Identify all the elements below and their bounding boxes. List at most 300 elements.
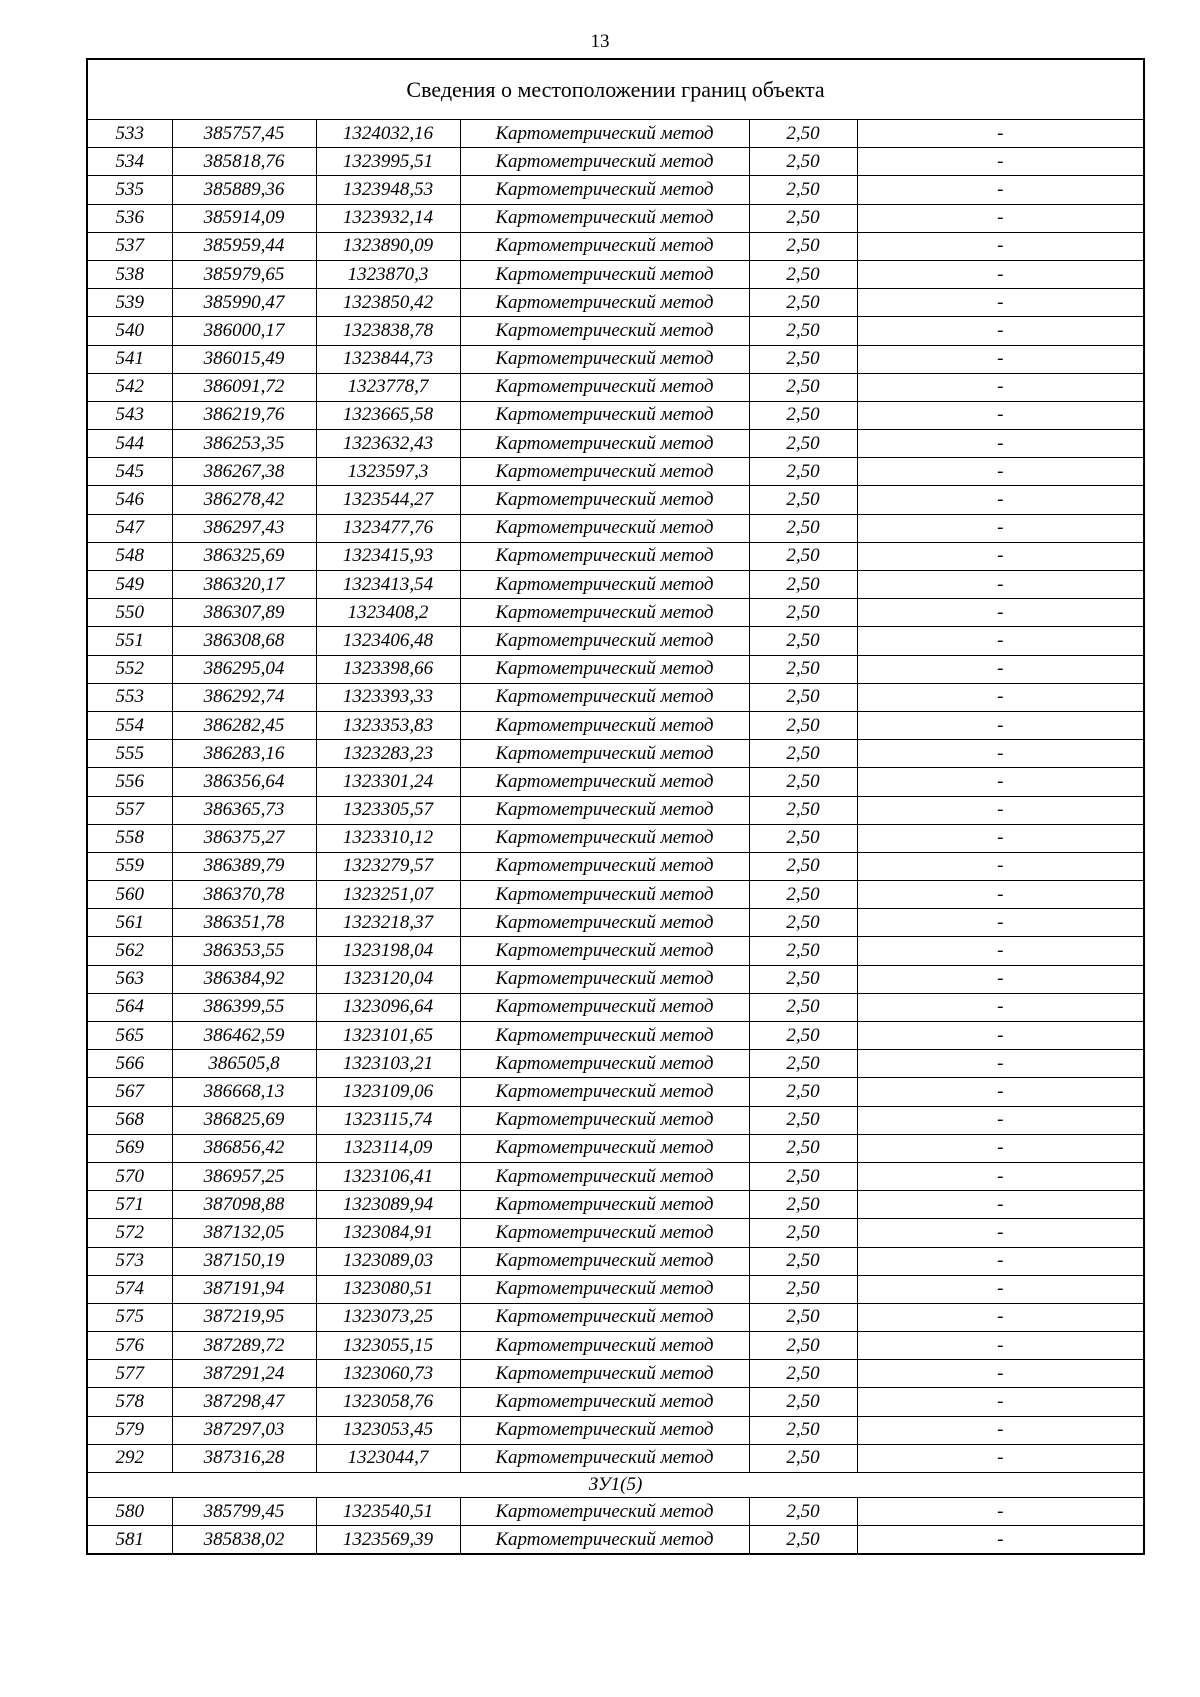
point-number-cell: 562 bbox=[87, 937, 172, 965]
table-row bbox=[87, 965, 1144, 993]
x-coordinate-cell: 386282,45 bbox=[172, 711, 316, 739]
description-cell: - bbox=[857, 599, 1144, 627]
y-coordinate-cell: 1323398,66 bbox=[316, 655, 460, 683]
description-cell: - bbox=[857, 486, 1144, 514]
table-row bbox=[87, 937, 1144, 965]
point-number-cell: 534 bbox=[87, 148, 172, 176]
x-coordinate-cell: 385757,45 bbox=[172, 120, 316, 148]
page-number: 13 bbox=[590, 31, 610, 52]
description-cell: - bbox=[857, 430, 1144, 458]
table-row bbox=[87, 768, 1144, 796]
x-coordinate-cell: 385889,36 bbox=[172, 176, 316, 204]
method-cell: Картометрический метод bbox=[460, 993, 749, 1021]
y-coordinate-cell: 1323198,04 bbox=[316, 937, 460, 965]
point-number-cell: 547 bbox=[87, 514, 172, 542]
accuracy-cell: 2,50 bbox=[749, 1388, 857, 1416]
y-coordinate-cell: 1323850,42 bbox=[316, 289, 460, 317]
accuracy-cell: 2,50 bbox=[749, 1416, 857, 1444]
method-cell: Картометрический метод bbox=[460, 683, 749, 711]
description-cell: - bbox=[857, 1360, 1144, 1388]
accuracy-cell: 2,50 bbox=[749, 740, 857, 768]
x-coordinate-cell: 387316,28 bbox=[172, 1444, 316, 1472]
point-number-cell: 544 bbox=[87, 430, 172, 458]
table-row bbox=[87, 993, 1144, 1021]
y-coordinate-cell: 1323058,76 bbox=[316, 1388, 460, 1416]
point-number-cell: 572 bbox=[87, 1219, 172, 1247]
accuracy-cell: 2,50 bbox=[749, 599, 857, 627]
y-coordinate-cell: 1323096,64 bbox=[316, 993, 460, 1021]
point-number-cell: 543 bbox=[87, 401, 172, 429]
x-coordinate-cell: 386384,92 bbox=[172, 965, 316, 993]
x-coordinate-cell: 386091,72 bbox=[172, 373, 316, 401]
method-cell: Картометрический метод bbox=[460, 1078, 749, 1106]
table-row bbox=[87, 852, 1144, 880]
table-row bbox=[87, 571, 1144, 599]
table-row bbox=[87, 627, 1144, 655]
table-row bbox=[87, 232, 1144, 260]
point-number-cell: 545 bbox=[87, 458, 172, 486]
accuracy-cell: 2,50 bbox=[749, 289, 857, 317]
table-row bbox=[87, 1526, 1144, 1555]
description-cell: - bbox=[857, 711, 1144, 739]
table-row bbox=[87, 909, 1144, 937]
x-coordinate-cell: 386292,74 bbox=[172, 683, 316, 711]
accuracy-cell: 2,50 bbox=[749, 824, 857, 852]
description-cell: - bbox=[857, 1444, 1144, 1472]
x-coordinate-cell: 386219,76 bbox=[172, 401, 316, 429]
method-cell: Картометрический метод bbox=[460, 1360, 749, 1388]
description-cell: - bbox=[857, 1078, 1144, 1106]
method-cell: Картометрический метод bbox=[460, 1106, 749, 1134]
x-coordinate-cell: 387150,19 bbox=[172, 1247, 316, 1275]
description-cell: - bbox=[857, 1219, 1144, 1247]
method-cell: Картометрический метод bbox=[460, 120, 749, 148]
x-coordinate-cell: 386356,64 bbox=[172, 768, 316, 796]
method-cell: Картометрический метод bbox=[460, 768, 749, 796]
point-number-cell: 560 bbox=[87, 881, 172, 909]
table-row bbox=[87, 1332, 1144, 1360]
table-row bbox=[87, 1022, 1144, 1050]
section-header-row bbox=[87, 1473, 1144, 1498]
x-coordinate-cell: 385959,44 bbox=[172, 232, 316, 260]
accuracy-cell: 2,50 bbox=[749, 401, 857, 429]
method-cell: Картометрический метод bbox=[460, 655, 749, 683]
method-cell: Картометрический метод bbox=[460, 401, 749, 429]
point-number-cell: 537 bbox=[87, 232, 172, 260]
y-coordinate-cell: 1323415,93 bbox=[316, 542, 460, 570]
point-number-cell: 559 bbox=[87, 852, 172, 880]
x-coordinate-cell: 386283,16 bbox=[172, 740, 316, 768]
method-cell: Картометрический метод bbox=[460, 796, 749, 824]
description-cell: - bbox=[857, 627, 1144, 655]
x-coordinate-cell: 386668,13 bbox=[172, 1078, 316, 1106]
y-coordinate-cell: 1323109,06 bbox=[316, 1078, 460, 1106]
table-row bbox=[87, 1303, 1144, 1331]
description-cell: - bbox=[857, 1416, 1144, 1444]
y-coordinate-cell: 1323251,07 bbox=[316, 881, 460, 909]
x-coordinate-cell: 385990,47 bbox=[172, 289, 316, 317]
method-cell: Картометрический метод bbox=[460, 740, 749, 768]
y-coordinate-cell: 1323544,27 bbox=[316, 486, 460, 514]
x-coordinate-cell: 386267,38 bbox=[172, 458, 316, 486]
method-cell: Картометрический метод bbox=[460, 1134, 749, 1162]
method-cell: Картометрический метод bbox=[460, 514, 749, 542]
point-number-cell: 538 bbox=[87, 260, 172, 288]
x-coordinate-cell: 386856,42 bbox=[172, 1134, 316, 1162]
x-coordinate-cell: 385914,09 bbox=[172, 204, 316, 232]
method-cell: Картометрический метод bbox=[460, 317, 749, 345]
accuracy-cell: 2,50 bbox=[749, 1078, 857, 1106]
description-cell: - bbox=[857, 1275, 1144, 1303]
description-cell: - bbox=[857, 1498, 1144, 1526]
y-coordinate-cell: 1323310,12 bbox=[316, 824, 460, 852]
table-row bbox=[87, 430, 1144, 458]
table-row bbox=[87, 345, 1144, 373]
point-number-cell: 541 bbox=[87, 345, 172, 373]
accuracy-cell: 2,50 bbox=[749, 937, 857, 965]
accuracy-cell: 2,50 bbox=[749, 881, 857, 909]
method-cell: Картометрический метод bbox=[460, 1247, 749, 1275]
y-coordinate-cell: 1323060,73 bbox=[316, 1360, 460, 1388]
x-coordinate-cell: 386308,68 bbox=[172, 627, 316, 655]
y-coordinate-cell: 1323597,3 bbox=[316, 458, 460, 486]
x-coordinate-cell: 386399,55 bbox=[172, 993, 316, 1021]
accuracy-cell: 2,50 bbox=[749, 148, 857, 176]
y-coordinate-cell: 1323106,41 bbox=[316, 1162, 460, 1190]
method-cell: Картометрический метод bbox=[460, 1191, 749, 1219]
table-row bbox=[87, 1247, 1144, 1275]
table-row bbox=[87, 1191, 1144, 1219]
point-number-cell: 579 bbox=[87, 1416, 172, 1444]
method-cell: Картометрический метод bbox=[460, 937, 749, 965]
accuracy-cell: 2,50 bbox=[749, 514, 857, 542]
y-coordinate-cell: 1323477,76 bbox=[316, 514, 460, 542]
accuracy-cell: 2,50 bbox=[749, 1332, 857, 1360]
table-title: Сведения о местоположении границ объекта bbox=[87, 59, 1144, 120]
description-cell: - bbox=[857, 148, 1144, 176]
method-cell: Картометрический метод bbox=[460, 1050, 749, 1078]
y-coordinate-cell: 1323838,78 bbox=[316, 317, 460, 345]
y-coordinate-cell: 1323778,7 bbox=[316, 373, 460, 401]
method-cell: Картометрический метод bbox=[460, 1388, 749, 1416]
table-row bbox=[87, 373, 1144, 401]
method-cell: Картометрический метод bbox=[460, 1162, 749, 1190]
accuracy-cell: 2,50 bbox=[749, 768, 857, 796]
method-cell: Картометрический метод bbox=[460, 1526, 749, 1555]
point-number-cell: 292 bbox=[87, 1444, 172, 1472]
table-row bbox=[87, 740, 1144, 768]
accuracy-cell: 2,50 bbox=[749, 571, 857, 599]
method-cell: Картометрический метод bbox=[460, 965, 749, 993]
table-row bbox=[87, 1360, 1144, 1388]
x-coordinate-cell: 387297,03 bbox=[172, 1416, 316, 1444]
description-cell: - bbox=[857, 1247, 1144, 1275]
y-coordinate-cell: 1323569,39 bbox=[316, 1526, 460, 1555]
point-number-cell: 533 bbox=[87, 120, 172, 148]
description-cell: - bbox=[857, 824, 1144, 852]
accuracy-cell: 2,50 bbox=[749, 965, 857, 993]
point-number-cell: 567 bbox=[87, 1078, 172, 1106]
x-coordinate-cell: 386320,17 bbox=[172, 571, 316, 599]
method-cell: Картометрический метод bbox=[460, 599, 749, 627]
x-coordinate-cell: 386957,25 bbox=[172, 1162, 316, 1190]
description-cell: - bbox=[857, 796, 1144, 824]
x-coordinate-cell: 386325,69 bbox=[172, 542, 316, 570]
table-row bbox=[87, 1498, 1144, 1526]
point-number-cell: 563 bbox=[87, 965, 172, 993]
table-row bbox=[87, 881, 1144, 909]
accuracy-cell: 2,50 bbox=[749, 1360, 857, 1388]
y-coordinate-cell: 1323305,57 bbox=[316, 796, 460, 824]
table-row bbox=[87, 542, 1144, 570]
method-cell: Картометрический метод bbox=[460, 881, 749, 909]
description-cell: - bbox=[857, 401, 1144, 429]
y-coordinate-cell: 1323089,03 bbox=[316, 1247, 460, 1275]
point-number-cell: 573 bbox=[87, 1247, 172, 1275]
accuracy-cell: 2,50 bbox=[749, 1498, 857, 1526]
table-row bbox=[87, 260, 1144, 288]
method-cell: Картометрический метод bbox=[460, 1275, 749, 1303]
x-coordinate-cell: 386351,78 bbox=[172, 909, 316, 937]
description-cell: - bbox=[857, 683, 1144, 711]
accuracy-cell: 2,50 bbox=[749, 458, 857, 486]
point-number-cell: 570 bbox=[87, 1162, 172, 1190]
point-number-cell: 577 bbox=[87, 1360, 172, 1388]
method-cell: Картометрический метод bbox=[460, 627, 749, 655]
point-number-cell: 536 bbox=[87, 204, 172, 232]
accuracy-cell: 2,50 bbox=[749, 796, 857, 824]
method-cell: Картометрический метод bbox=[460, 571, 749, 599]
y-coordinate-cell: 1323279,57 bbox=[316, 852, 460, 880]
table-row bbox=[87, 1050, 1144, 1078]
y-coordinate-cell: 1323890,09 bbox=[316, 232, 460, 260]
x-coordinate-cell: 386825,69 bbox=[172, 1106, 316, 1134]
method-cell: Картометрический метод bbox=[460, 458, 749, 486]
method-cell: Картометрический метод bbox=[460, 852, 749, 880]
table-row bbox=[87, 683, 1144, 711]
table-row bbox=[87, 514, 1144, 542]
description-cell: - bbox=[857, 1050, 1144, 1078]
point-number-cell: 548 bbox=[87, 542, 172, 570]
description-cell: - bbox=[857, 1022, 1144, 1050]
point-number-cell: 568 bbox=[87, 1106, 172, 1134]
y-coordinate-cell: 1323055,15 bbox=[316, 1332, 460, 1360]
description-cell: - bbox=[857, 204, 1144, 232]
method-cell: Картометрический метод bbox=[460, 909, 749, 937]
x-coordinate-cell: 386353,55 bbox=[172, 937, 316, 965]
description-cell: - bbox=[857, 740, 1144, 768]
y-coordinate-cell: 1323089,94 bbox=[316, 1191, 460, 1219]
accuracy-cell: 2,50 bbox=[749, 1219, 857, 1247]
accuracy-cell: 2,50 bbox=[749, 1022, 857, 1050]
method-cell: Картометрический метод bbox=[460, 486, 749, 514]
point-number-cell: 565 bbox=[87, 1022, 172, 1050]
y-coordinate-cell: 1323870,3 bbox=[316, 260, 460, 288]
description-cell: - bbox=[857, 1526, 1144, 1555]
description-cell: - bbox=[857, 542, 1144, 570]
x-coordinate-cell: 386307,89 bbox=[172, 599, 316, 627]
accuracy-cell: 2,50 bbox=[749, 317, 857, 345]
description-cell: - bbox=[857, 260, 1144, 288]
y-coordinate-cell: 1323932,14 bbox=[316, 204, 460, 232]
method-cell: Картометрический метод bbox=[460, 1444, 749, 1472]
y-coordinate-cell: 1323080,51 bbox=[316, 1275, 460, 1303]
description-cell: - bbox=[857, 373, 1144, 401]
table-row bbox=[87, 401, 1144, 429]
y-coordinate-cell: 1323995,51 bbox=[316, 148, 460, 176]
point-number-cell: 546 bbox=[87, 486, 172, 514]
y-coordinate-cell: 1323353,83 bbox=[316, 711, 460, 739]
accuracy-cell: 2,50 bbox=[749, 1134, 857, 1162]
method-cell: Картометрический метод bbox=[460, 289, 749, 317]
point-number-cell: 555 bbox=[87, 740, 172, 768]
method-cell: Картометрический метод bbox=[460, 1498, 749, 1526]
point-number-cell: 540 bbox=[87, 317, 172, 345]
description-cell: - bbox=[857, 655, 1144, 683]
accuracy-cell: 2,50 bbox=[749, 1050, 857, 1078]
point-number-cell: 551 bbox=[87, 627, 172, 655]
accuracy-cell: 2,50 bbox=[749, 486, 857, 514]
description-cell: - bbox=[857, 852, 1144, 880]
x-coordinate-cell: 385979,65 bbox=[172, 260, 316, 288]
x-coordinate-cell: 386375,27 bbox=[172, 824, 316, 852]
y-coordinate-cell: 1323073,25 bbox=[316, 1303, 460, 1331]
accuracy-cell: 2,50 bbox=[749, 176, 857, 204]
description-cell: - bbox=[857, 768, 1144, 796]
method-cell: Картометрический метод bbox=[460, 1303, 749, 1331]
method-cell: Картометрический метод bbox=[460, 345, 749, 373]
section-label: ЗУ1(5) bbox=[87, 1473, 1144, 1498]
method-cell: Картометрический метод bbox=[460, 373, 749, 401]
point-number-cell: 576 bbox=[87, 1332, 172, 1360]
y-coordinate-cell: 1323948,53 bbox=[316, 176, 460, 204]
description-cell: - bbox=[857, 1191, 1144, 1219]
table-title-row bbox=[87, 59, 1144, 120]
accuracy-cell: 2,50 bbox=[749, 852, 857, 880]
table-row bbox=[87, 120, 1144, 148]
x-coordinate-cell: 386505,8 bbox=[172, 1050, 316, 1078]
table-row bbox=[87, 1106, 1144, 1134]
point-number-cell: 564 bbox=[87, 993, 172, 1021]
method-cell: Картометрический метод bbox=[460, 1219, 749, 1247]
accuracy-cell: 2,50 bbox=[749, 1247, 857, 1275]
accuracy-cell: 2,50 bbox=[749, 1303, 857, 1331]
x-coordinate-cell: 385818,76 bbox=[172, 148, 316, 176]
accuracy-cell: 2,50 bbox=[749, 1444, 857, 1472]
x-coordinate-cell: 386370,78 bbox=[172, 881, 316, 909]
table-row bbox=[87, 1162, 1144, 1190]
table-row bbox=[87, 824, 1144, 852]
description-cell: - bbox=[857, 458, 1144, 486]
y-coordinate-cell: 1323408,2 bbox=[316, 599, 460, 627]
y-coordinate-cell: 1323084,91 bbox=[316, 1219, 460, 1247]
table-row bbox=[87, 486, 1144, 514]
accuracy-cell: 2,50 bbox=[749, 655, 857, 683]
point-number-cell: 539 bbox=[87, 289, 172, 317]
accuracy-cell: 2,50 bbox=[749, 204, 857, 232]
method-cell: Картометрический метод bbox=[460, 232, 749, 260]
table-row bbox=[87, 796, 1144, 824]
point-number-cell: 578 bbox=[87, 1388, 172, 1416]
accuracy-cell: 2,50 bbox=[749, 909, 857, 937]
y-coordinate-cell: 1323406,48 bbox=[316, 627, 460, 655]
description-cell: - bbox=[857, 1106, 1144, 1134]
description-cell: - bbox=[857, 1134, 1144, 1162]
y-coordinate-cell: 1323413,54 bbox=[316, 571, 460, 599]
description-cell: - bbox=[857, 881, 1144, 909]
point-number-cell: 574 bbox=[87, 1275, 172, 1303]
accuracy-cell: 2,50 bbox=[749, 711, 857, 739]
table-row bbox=[87, 1134, 1144, 1162]
accuracy-cell: 2,50 bbox=[749, 232, 857, 260]
method-cell: Картометрический метод bbox=[460, 204, 749, 232]
description-cell: - bbox=[857, 289, 1144, 317]
method-cell: Картометрический метод bbox=[460, 260, 749, 288]
table-row bbox=[87, 148, 1144, 176]
point-number-cell: 575 bbox=[87, 1303, 172, 1331]
accuracy-cell: 2,50 bbox=[749, 120, 857, 148]
table-row bbox=[87, 599, 1144, 627]
x-coordinate-cell: 386297,43 bbox=[172, 514, 316, 542]
table-body bbox=[87, 59, 1144, 1554]
table-row bbox=[87, 289, 1144, 317]
table-row bbox=[87, 1078, 1144, 1106]
accuracy-cell: 2,50 bbox=[749, 1191, 857, 1219]
y-coordinate-cell: 1323114,09 bbox=[316, 1134, 460, 1162]
y-coordinate-cell: 1324032,16 bbox=[316, 120, 460, 148]
y-coordinate-cell: 1323632,43 bbox=[316, 430, 460, 458]
method-cell: Картометрический метод bbox=[460, 148, 749, 176]
point-number-cell: 549 bbox=[87, 571, 172, 599]
table-row bbox=[87, 1416, 1144, 1444]
point-number-cell: 556 bbox=[87, 768, 172, 796]
x-coordinate-cell: 387289,72 bbox=[172, 1332, 316, 1360]
y-coordinate-cell: 1323044,7 bbox=[316, 1444, 460, 1472]
description-cell: - bbox=[857, 1303, 1144, 1331]
point-number-cell: 542 bbox=[87, 373, 172, 401]
table-row bbox=[87, 1444, 1144, 1472]
x-coordinate-cell: 386000,17 bbox=[172, 317, 316, 345]
accuracy-cell: 2,50 bbox=[749, 1162, 857, 1190]
x-coordinate-cell: 386462,59 bbox=[172, 1022, 316, 1050]
y-coordinate-cell: 1323393,33 bbox=[316, 683, 460, 711]
point-number-cell: 561 bbox=[87, 909, 172, 937]
method-cell: Картометрический метод bbox=[460, 1416, 749, 1444]
point-number-cell: 554 bbox=[87, 711, 172, 739]
point-number-cell: 571 bbox=[87, 1191, 172, 1219]
y-coordinate-cell: 1323053,45 bbox=[316, 1416, 460, 1444]
table-row bbox=[87, 317, 1144, 345]
y-coordinate-cell: 1323283,23 bbox=[316, 740, 460, 768]
method-cell: Картометрический метод bbox=[460, 824, 749, 852]
y-coordinate-cell: 1323120,04 bbox=[316, 965, 460, 993]
description-cell: - bbox=[857, 1162, 1144, 1190]
x-coordinate-cell: 386278,42 bbox=[172, 486, 316, 514]
y-coordinate-cell: 1323844,73 bbox=[316, 345, 460, 373]
x-coordinate-cell: 385799,45 bbox=[172, 1498, 316, 1526]
x-coordinate-cell: 387098,88 bbox=[172, 1191, 316, 1219]
description-cell: - bbox=[857, 571, 1144, 599]
point-number-cell: 552 bbox=[87, 655, 172, 683]
description-cell: - bbox=[857, 120, 1144, 148]
accuracy-cell: 2,50 bbox=[749, 542, 857, 570]
accuracy-cell: 2,50 bbox=[749, 683, 857, 711]
y-coordinate-cell: 1323101,65 bbox=[316, 1022, 460, 1050]
table-row bbox=[87, 1275, 1144, 1303]
table-row bbox=[87, 204, 1144, 232]
x-coordinate-cell: 385838,02 bbox=[172, 1526, 316, 1555]
point-number-cell: 569 bbox=[87, 1134, 172, 1162]
